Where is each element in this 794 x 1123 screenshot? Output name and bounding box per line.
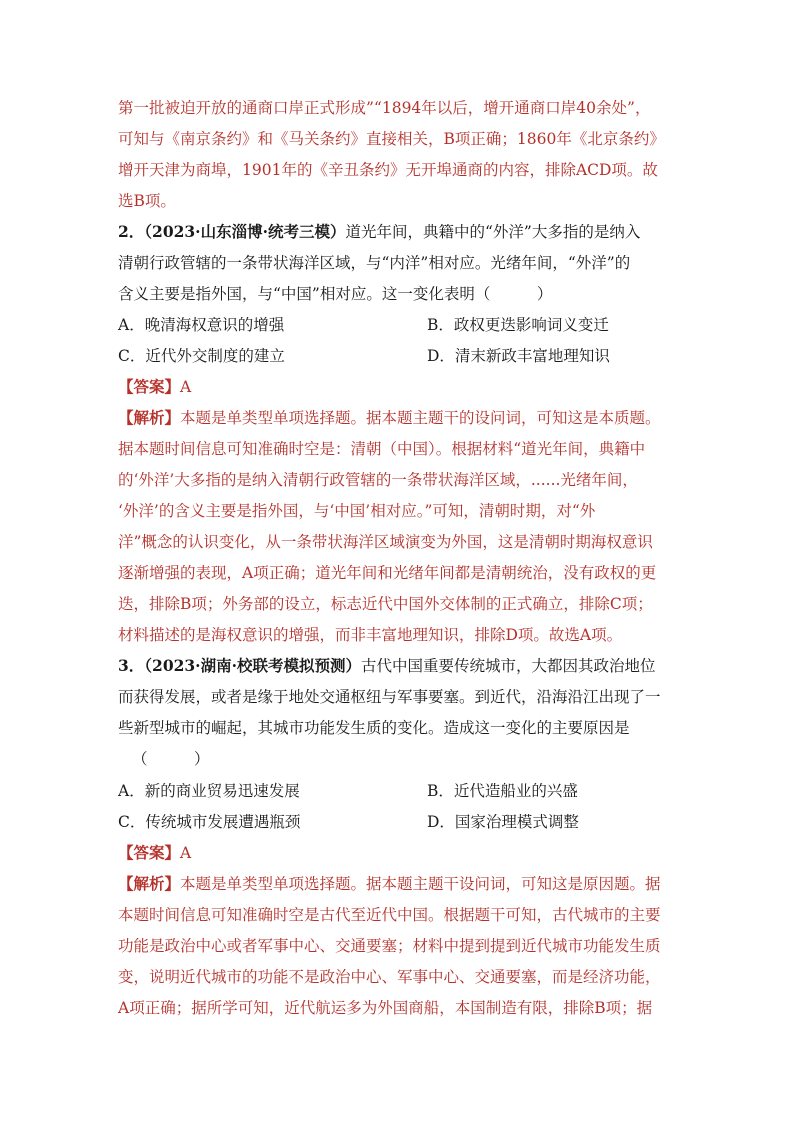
analysis-line: 功能是政治中心或者军事中心、交通要塞；材料中提到提到近代城市功能发生质 <box>118 937 661 955</box>
question-stem: 古代中国重要传统城市，大都因其政治地位 <box>360 657 656 675</box>
answer-value: A <box>180 844 192 862</box>
question-number: 2． <box>118 222 145 241</box>
question-source: （2023·湖南·校联考模拟预测） <box>144 656 361 675</box>
question-stem: 而获得发展，或者是缘于地处交通枢纽与军事要塞。到近代，沿海沿江出现了一 <box>118 688 661 706</box>
question-3-header <box>118 655 656 677</box>
prev-analysis-line: 增开天津为商埠，1901年的《辛丑条约》无开埠通商的内容，排除ACD项。故 <box>118 161 658 179</box>
option-b[interactable]: B．近代造船业的兴盛 <box>427 782 578 800</box>
analysis-line: 本题时间信息可知准确时空是古代至近代中国。根据题干可知，古代城市的主要 <box>118 906 661 924</box>
answer-line <box>118 376 191 398</box>
analysis-line: 洋”概念的认识变化，从一条带状海洋区域演变为外国，这是清朝时期海权意识 <box>118 533 653 551</box>
analysis-line: 迭，排除B项；外务部的设立，标志近代中国外交体制的正式确立，排除C项； <box>118 595 653 613</box>
analysis-line <box>118 407 661 429</box>
analysis-line: ‘外洋’的含义主要是指外国，与‘中国’相对应。”可知，清朝时期，对“外 <box>118 502 596 520</box>
analysis-label: 【解析】 <box>118 408 181 427</box>
options-row <box>118 811 718 833</box>
prev-analysis-line: 选B项。 <box>118 192 176 210</box>
prev-analysis-line: 第一批被迫开放的通商口岸正式形成”“1894年以后，增开通商口岸40余处”， <box>118 99 651 117</box>
answer-line <box>118 842 191 864</box>
option-c[interactable]: C．传统城市发展遭遇瓶颈 <box>118 813 301 831</box>
options-row <box>118 780 718 802</box>
question-number: 3． <box>118 656 145 675</box>
question-stem: 些新型城市的崛起，其城市功能发生质的变化。造成这一变化的主要原因是 <box>118 719 630 737</box>
analysis-label: 【解析】 <box>118 874 181 893</box>
options-row <box>118 314 718 336</box>
option-c[interactable]: C．近代外交制度的建立 <box>118 347 285 365</box>
analysis-line: 逐渐增强的表现，A项正确；道光年间和光绪年间都是清朝统治，没有政权的更 <box>118 564 657 582</box>
option-b[interactable]: B．政权更迭影响词义变迁 <box>427 316 609 334</box>
prev-analysis-line: 可知与《南京条约》和《马关条约》直接相关，B项正确；1860年《北京条约》 <box>118 130 665 148</box>
analysis-line: A项正确；据所学可知，近代航运多为外国商船，本国制造有限，排除B项；据 <box>118 999 653 1017</box>
answer-label: 【答案】 <box>118 843 181 862</box>
question-stem: 道光年间，典籍中的“外洋”大多指的是纳入 <box>345 223 641 241</box>
option-d[interactable]: D．清末新政丰富地理知识 <box>427 347 610 365</box>
analysis-line <box>118 873 661 895</box>
analysis-line: 据本题时间信息可知准确时空是：清朝（中国）。根据材料“道光年间，典籍中 <box>118 440 646 458</box>
option-d[interactable]: D．国家治理模式调整 <box>427 813 579 831</box>
answer-value: A <box>180 378 192 396</box>
option-a[interactable]: A．晚清海权意识的增强 <box>118 316 285 334</box>
answer-label: 【答案】 <box>118 377 181 396</box>
analysis-text: 本题是单类型单项选择题。据本题主题干的设问词，可知这是本质题。 <box>180 409 661 427</box>
options-row <box>118 345 718 367</box>
question-stem: 清朝行政管辖的一条带状海洋区域，与“内洋”相对应。光绪年间，“外洋”的 <box>118 254 631 272</box>
question-stem: （ ） <box>132 750 210 768</box>
analysis-text: 本题是单类型单项选择题。据本题主题干设问词，可知这是原因题。据 <box>180 875 661 893</box>
analysis-line: 的‘外洋’大多指的是纳入清朝行政管辖的一条带状海洋区域，......光绪年间， <box>118 471 638 489</box>
analysis-line: 变，说明近代城市的功能不是政治中心、军事中心、交通要塞，而是经济功能， <box>118 968 661 986</box>
analysis-line: 材料描述的是海权意识的增强，而非丰富地理知识，排除D项。故选A项。 <box>118 626 623 644</box>
question-stem: 含义主要是指外国，与“中国”相对应。这一变化表明（ ） <box>118 285 553 303</box>
option-a[interactable]: A．新的商业贸易迅速发展 <box>118 782 300 800</box>
question-source: （2023·山东淄博·统考三模） <box>144 222 346 241</box>
question-2-header <box>118 221 640 243</box>
